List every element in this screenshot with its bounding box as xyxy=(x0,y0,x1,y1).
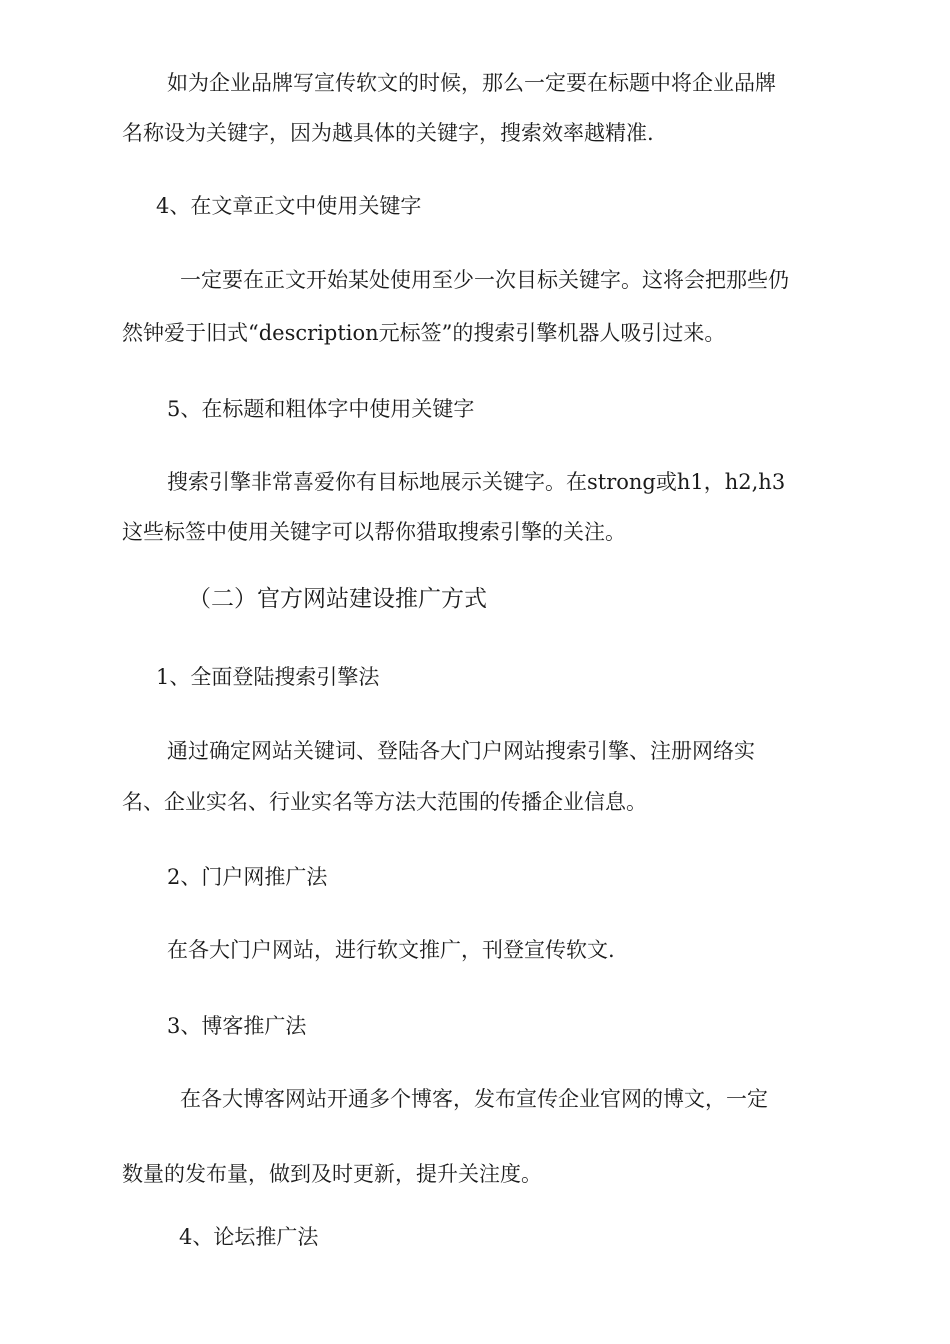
paragraph-line: 名称设为关键字，因为越具体的关键字，搜索效率越精准. xyxy=(122,121,654,145)
subheading-3-blog: 3、博客推广法 xyxy=(167,1014,307,1038)
paragraph-line: 搜索引擎非常喜爱你有目标地展示关键字。在strong或h1，h2,h3 xyxy=(167,470,786,494)
paragraph-line: 这些标签中使用关键字可以帮你猎取搜索引擎的关注。 xyxy=(122,520,626,544)
paragraph-line: 名、企业实名、行业实名等方法大范围的传播企业信息。 xyxy=(122,790,647,814)
paragraph-line: 如为企业品牌写宣传软文的时候，那么一定要在标题中将企业品牌 xyxy=(167,71,776,95)
paragraph-line: 一定要在正文开始某处使用至少一次目标关键字。这将会把那些仍 xyxy=(180,268,789,292)
paragraph-line: 数量的发布量，做到及时更新，提升关注度。 xyxy=(122,1162,542,1186)
section-heading-official-site-promotion: （二）官方网站建设推广方式 xyxy=(188,586,487,612)
subheading-5-keywords-in-title-bold: 5、在标题和粗体字中使用关键字 xyxy=(167,397,475,421)
subheading-4-forum: 4、论坛推广法 xyxy=(179,1225,319,1249)
subheading-2-portal: 2、门户网推广法 xyxy=(167,865,328,889)
subheading-4-keywords-in-body: 4、在文章正文中使用关键字 xyxy=(156,194,422,218)
paragraph-line: 然钟爱于旧式“description元标签”的搜索引擎机器人吸引过来。 xyxy=(122,321,726,345)
paragraph-line: 在各大门户网站，进行软文推广，刊登宣传软文. xyxy=(167,938,615,962)
subheading-1-search-engine: 1、全面登陆搜索引擎法 xyxy=(156,665,380,689)
paragraph-line: 在各大博客网站开通多个博客，发布宣传企业官网的博文，一定 xyxy=(180,1087,768,1111)
paragraph-line: 通过确定网站关键词、登陆各大门户网站搜索引擎、注册网络实 xyxy=(167,739,755,763)
